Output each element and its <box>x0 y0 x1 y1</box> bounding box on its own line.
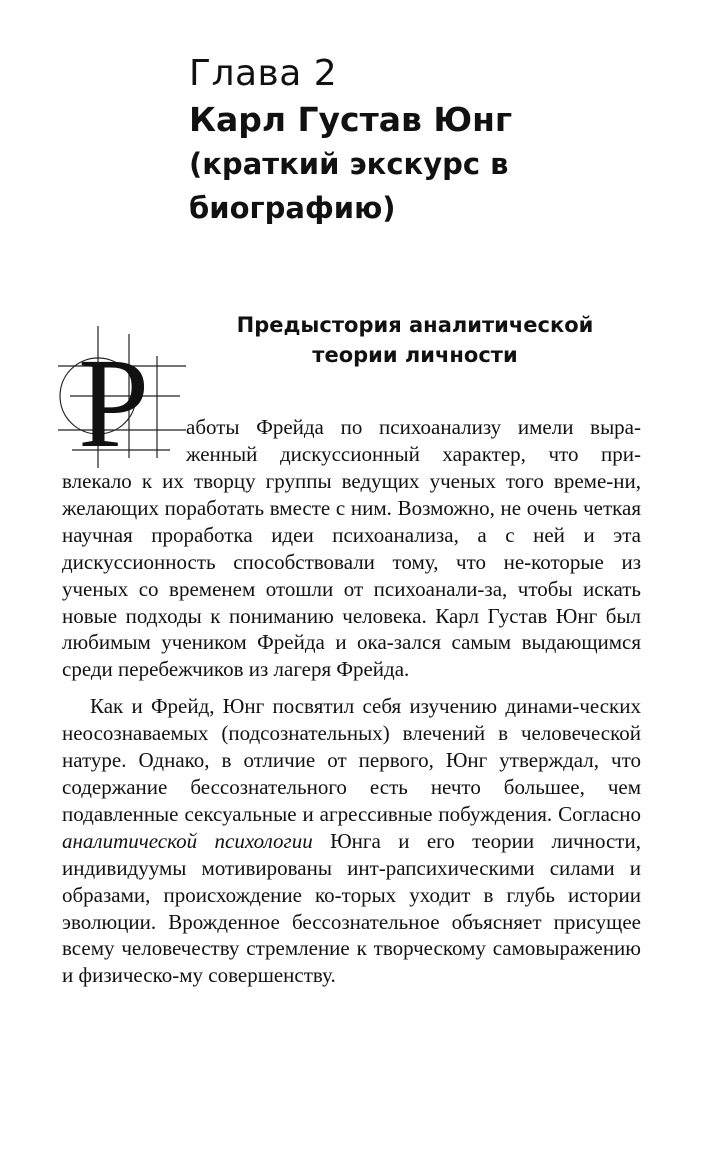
paragraph-2 <box>62 693 641 989</box>
paragraph-2-part-1: Как и Фрейд, Юнг посвятил себя изучению динами-ческих неосознаваемых (подсознательных) влечений в человеческой натуре. Однако, в отличие от первого, Юнг утверждал, что содержание бессознательного есть нечто большее, чем подавленные сексуальные и агрессивные побуждения. Согласно <box>62 694 641 826</box>
paragraph-1-continuation: влекало к их творцу группы ведущих ученых того време-ни, желающих поработать вместе с ним. Возможно, не очень четкая научная проработка идеи психоанализа, а с ней и эта дискуссионность способствовали тому, что не-которые из ученых со временем отошли от психоанали-за, чтобы искать новые подходы к пониманию человека. Карл Густав Юнг был любимым учеником Фрейда и ока-зался самым выдающимся среди перебежчиков из лагеря Фрейда. <box>62 469 641 682</box>
chapter-subtitle: (краткий экскурс в биографию) <box>189 147 509 225</box>
paragraph-1-line-2: женный дискуссионный характер, что при- <box>186 441 641 466</box>
section-heading: Предыстория аналитической теории личности <box>236 313 594 367</box>
chapter-label: Глава 2 <box>189 53 338 94</box>
paragraph-1-line-1: аботы Фрейда по психоанализу имели выра- <box>186 415 641 439</box>
italic-term: аналитической психологии <box>62 828 313 853</box>
paragraph-1-opening <box>186 414 641 468</box>
drop-cap-letter: Р <box>78 332 150 468</box>
chapter-title: Карл Густав Юнг <box>189 100 513 139</box>
paragraph-2-part-2: Юнга и его теории личности, индивидуумы мотивированы инт-рапсихическими силами и образами, происхождение ко-торых уходит в глубь истории эволюции. Врожденное бессознательное объясняет присущее всему человечеству стремление к творческому самовыражению и физическо-му совершенству. <box>62 828 641 988</box>
drop-cap-grid-icon <box>58 326 188 468</box>
body-text <box>62 468 641 989</box>
drop-cap-ornament <box>58 326 188 468</box>
